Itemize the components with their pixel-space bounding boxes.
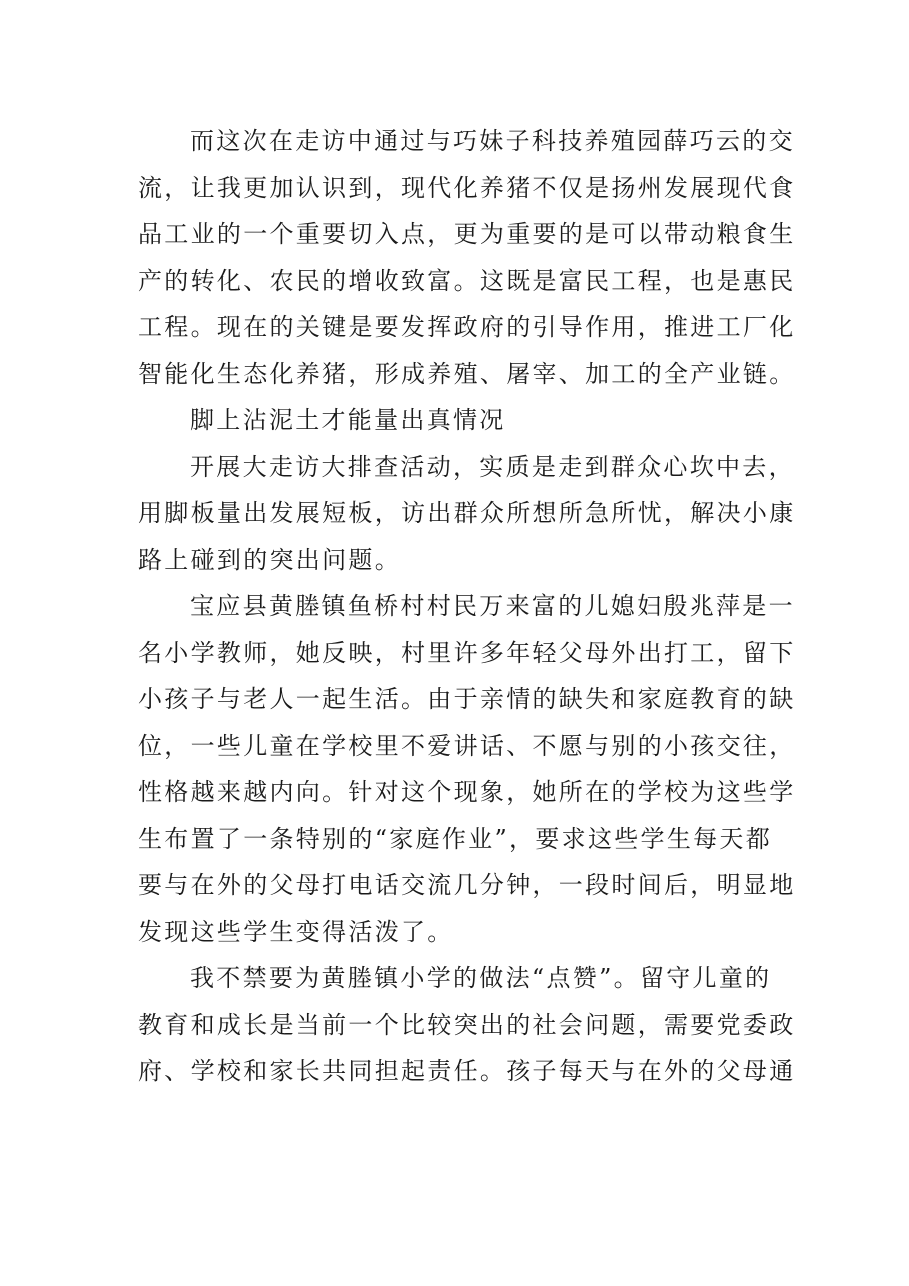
paragraph-line: 工程。现在的关键是要发挥政府的引导作用，推进工厂化 [138, 313, 796, 341]
section-heading [138, 397, 778, 444]
paragraph-line: 宝应县黄塍镇鱼桥村村民万来富的儿媳妇殷兆萍是一 [190, 592, 795, 620]
paragraph-line: 小孩子与老人一起生活。由于亲情的缺失和家庭教育的缺 [138, 685, 796, 713]
paragraph-3 [138, 583, 796, 955]
paragraph-line: 我不禁要为黄塍镇小学的做法“点赞”。留守儿童的 [190, 964, 772, 992]
paragraph-line: 路上碰到的突出问题。 [138, 545, 401, 574]
paragraph-line: 产的转化、农民的增收致富。这既是富民工程，也是惠民 [138, 266, 796, 295]
paragraph-line: 生布置了一条特别的“家庭作业”，要求这些学生每天都 [138, 824, 773, 853]
paragraph-line: 品工业的一个重要切入点，更为重要的是可以带动粮食生 [138, 220, 796, 248]
paragraph-line: 发现这些学生变得活泼了。 [138, 917, 454, 946]
paragraph-1 [138, 118, 796, 397]
document-body [138, 118, 796, 1095]
paragraph-line: 开展大走访大排查活动，实质是走到群众心坎中去， [190, 452, 795, 481]
paragraph-line: 流，让我更加认识到，现代化养猪不仅是扬州发展现代食 [138, 173, 796, 202]
paragraph-2 [138, 444, 796, 584]
paragraph-line: 位，一些儿童在学校里不爱讲话、不愿与别的小孩交往， [138, 731, 796, 760]
paragraph-line: 用脚板量出发展短板，访出群众所想所急所忧，解决小康 [138, 499, 796, 527]
paragraph-line: 府、学校和家长共同担起责任。孩子每天与在外的父母通 [138, 1057, 796, 1085]
heading-line: 脚上沾泥土才能量出真情况 [190, 406, 506, 434]
paragraph-line: 要与在外的父母打电话交流几分钟，一段时间后，明显地 [138, 871, 796, 899]
paragraph-4 [138, 955, 796, 1095]
paragraph-line: 名小学教师，她反映，村里许多年轻父母外出打工，留下 [138, 638, 796, 667]
paragraph-line: 智能化生态化养猪，形成养殖、屠宰、加工的全产业链。 [138, 359, 796, 388]
paragraph-line: 性格越来越内向。针对这个现象，她所在的学校为这些学 [138, 778, 796, 806]
paragraph-line: 教育和成长是当前一个比较突出的社会问题，需要党委政 [138, 1010, 796, 1039]
paragraph-line: 而这次在走访中通过与巧妹子科技养殖园薛巧云的交 [190, 127, 795, 155]
